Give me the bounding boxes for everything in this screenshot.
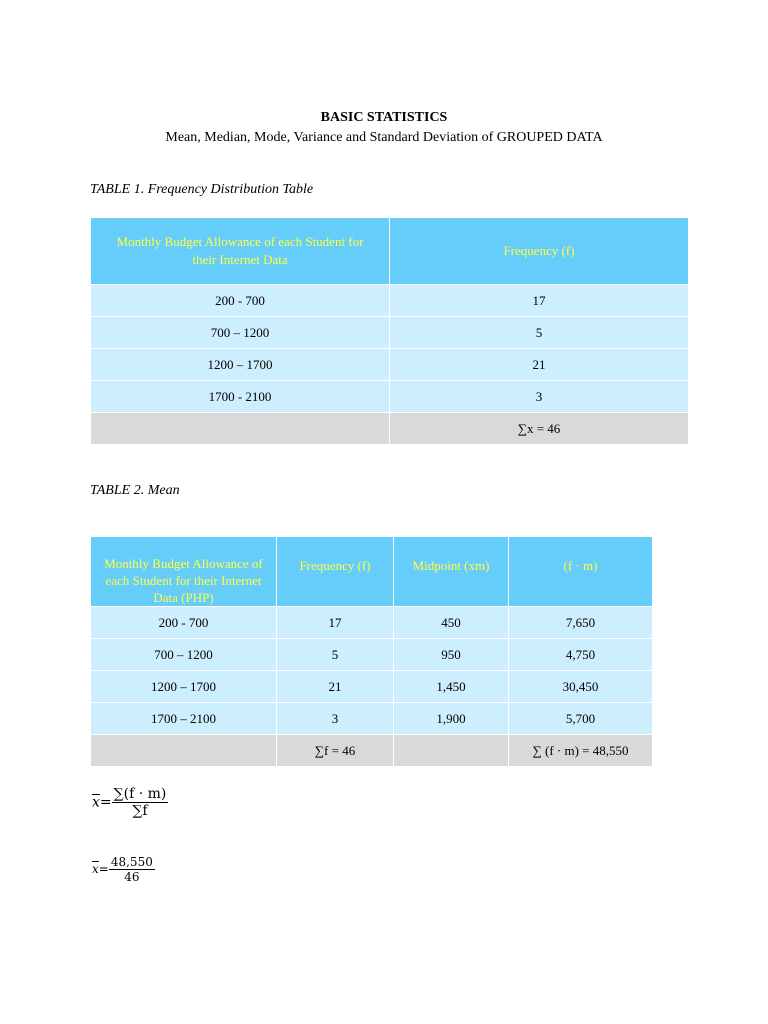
mean-formula-numeric: $\overline{x}=$ $\frac{48,550}{46}$ — [92, 855, 153, 884]
table-cell: 21 — [390, 349, 689, 381]
table-cell: 1200 – 1700 — [91, 349, 390, 381]
total-frequency-cell: ∑f = 46 — [277, 735, 394, 767]
total-product-cell: ∑ (f · m) = 48,550 — [509, 735, 653, 767]
table-cell: 5 — [277, 639, 394, 671]
table-cell — [91, 413, 390, 445]
column-header-allowance: Monthly Budget Allowance of each Student for their Internet Data — [91, 218, 390, 285]
frequency-distribution-table — [90, 217, 689, 445]
table-cell: 1,450 — [394, 671, 509, 703]
table-total-row — [91, 735, 653, 767]
table-cell: 1700 - 2100 — [91, 381, 390, 413]
table-row — [91, 703, 653, 735]
table-total-row — [91, 413, 689, 445]
column-header-midpoint: Midpoint (xm) — [394, 537, 509, 607]
column-header-frequency: Frequency (f) — [390, 218, 689, 285]
table-cell: 3 — [390, 381, 689, 413]
table-row — [91, 285, 689, 317]
table-cell — [394, 735, 509, 767]
table-cell: 17 — [390, 285, 689, 317]
table-row — [91, 639, 653, 671]
table-row — [91, 671, 653, 703]
table-cell: 1700 – 2100 — [91, 703, 277, 735]
fraction-denominator: ∑f — [132, 803, 148, 819]
mean-table — [90, 536, 653, 767]
table-cell: 200 - 700 — [91, 285, 390, 317]
table-cell: 1,900 — [394, 703, 509, 735]
column-header-frequency: Frequency (f) — [277, 537, 394, 607]
table-header-row — [91, 218, 689, 285]
table-row — [91, 607, 653, 639]
table-cell: 4,750 — [509, 639, 653, 671]
table-cell: 200 - 700 — [91, 607, 277, 639]
mean-fraction — [112, 786, 169, 819]
table-cell: 3 — [277, 703, 394, 735]
column-header-allowance: Monthly Budget Allowance of each Student for their Internet Data (PHP) — [91, 537, 277, 607]
table-row — [91, 381, 689, 413]
table-cell: 7,650 — [509, 607, 653, 639]
fraction-numerator: ∑(f · m) — [113, 786, 167, 802]
table-row — [91, 349, 689, 381]
table-cell: 5,700 — [509, 703, 653, 735]
table-cell — [91, 735, 277, 767]
page-subtitle: Mean, Median, Mode, Variance and Standard Deviation of GROUPED DATA — [165, 130, 603, 145]
table-cell: 17 — [277, 607, 394, 639]
table-cell: 450 — [394, 607, 509, 639]
mean-symbol: $\overline{x}$ — [92, 862, 99, 876]
table-cell: 950 — [394, 639, 509, 671]
table-cell: 700 – 1200 — [91, 317, 390, 349]
table1-caption: TABLE 1. Frequency Distribution Table — [90, 182, 314, 197]
table-cell: 1200 – 1700 — [91, 671, 277, 703]
table-cell: 21 — [277, 671, 394, 703]
table2-caption: TABLE 2. Mean — [90, 483, 180, 498]
total-frequency-cell: ∑x = 46 — [390, 413, 689, 445]
table-header-row — [91, 537, 653, 607]
table-cell: 30,450 — [509, 671, 653, 703]
table-cell: 5 — [390, 317, 689, 349]
fraction-numerator: 48,550 — [110, 855, 153, 869]
mean-formula-general: $\overline{x}=$ $\frac{\sum(f \cdot m)}{\sum f}$ — [92, 786, 167, 819]
column-header-product: (f · m) — [509, 537, 653, 607]
table-row — [91, 317, 689, 349]
mean-fraction — [109, 855, 155, 884]
table-cell: 700 – 1200 — [91, 639, 277, 671]
mean-symbol: $\overline{x}$ — [92, 794, 100, 811]
page-title: BASIC STATISTICS — [320, 110, 448, 125]
fraction-denominator: 46 — [124, 870, 140, 884]
